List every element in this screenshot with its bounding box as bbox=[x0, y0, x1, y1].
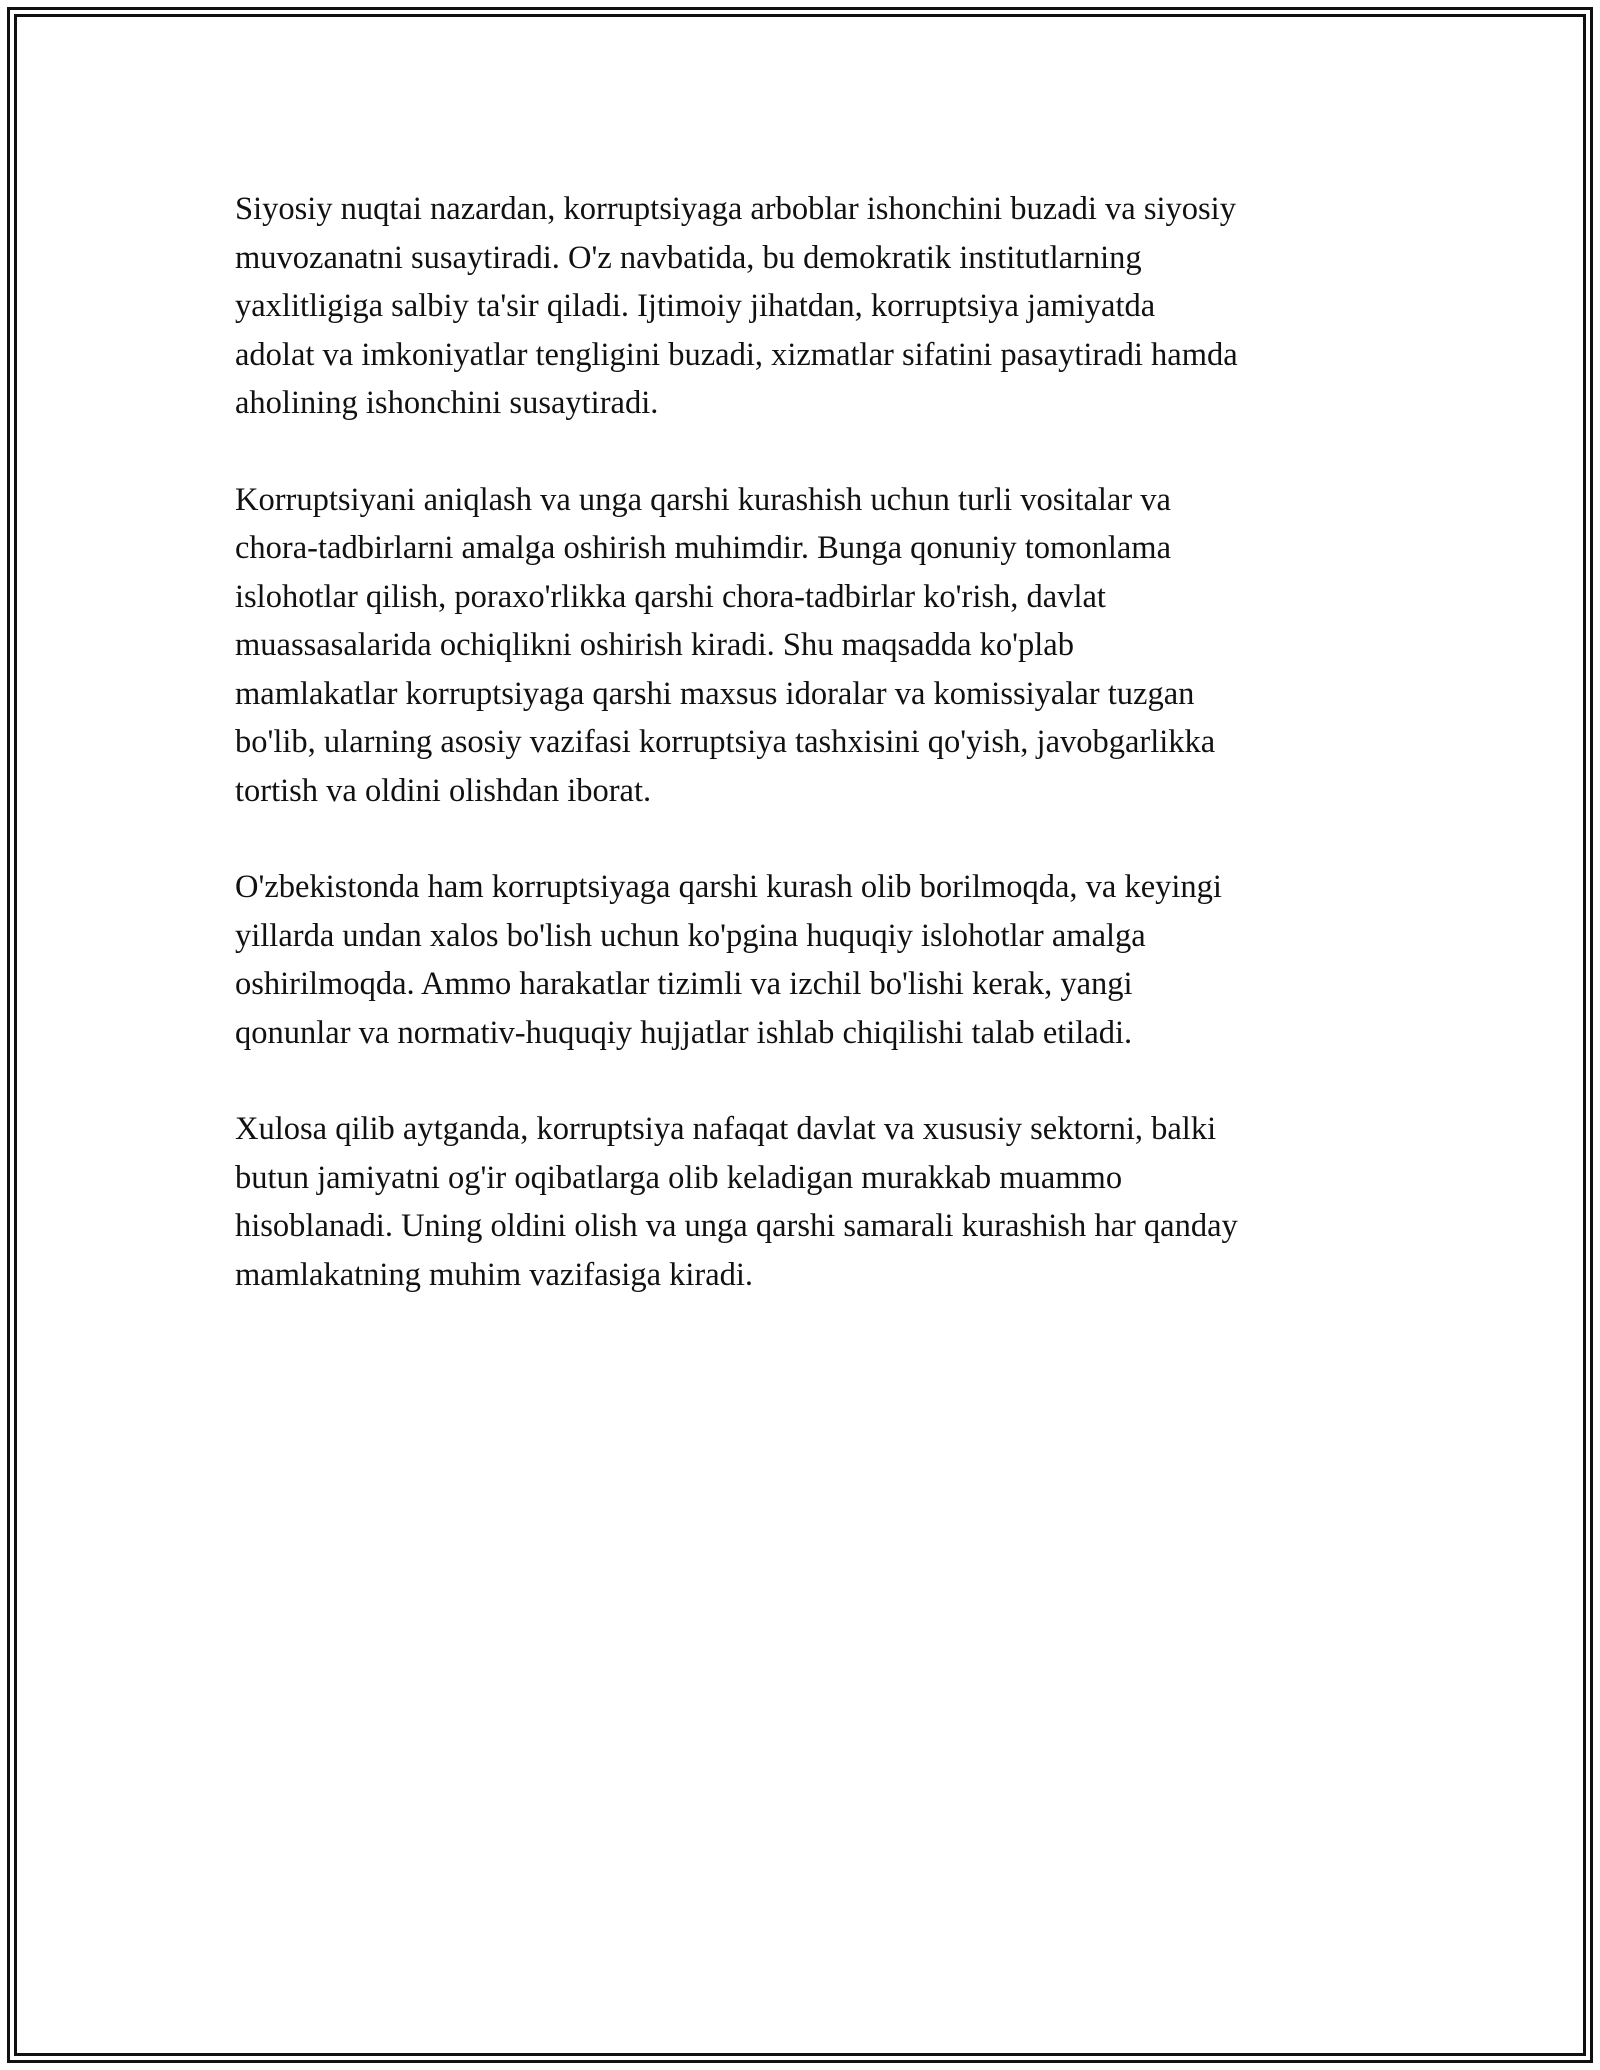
paragraph-political-impact: Siyosiy nuqtai nazardan, korruptsiyaga arboblar ishonchini buzadi va siyosiy muvozanatni susaytiradi. O'z navbatida, bu demokratik institutlarning yaxlitligiga salbiy ta'sir qiladi. Ijtimoiy jihatdan, korruptsiya jamiyatda adolat va imkoniyatlar tengligini buzadi, xizmatlar sifatini pasaytiradi hamda aholining ishonchini susaytiradi. bbox=[235, 191, 1238, 421]
paragraph-conclusion: Xulosa qilib aytganda, korruptsiya nafaqat davlat va xususiy sektorni, balki butun jamiyatni og'ir oqibatlarga olib keladigan murakkab muammo hisoblanadi. Uning oldini olish va unga qarshi samarali kurashish har qanday mamlakatning muhim vazifasiga kiradi. bbox=[235, 1111, 1238, 1293]
paragraph-uzbekistan: O'zbekistonda ham korruptsiyaga qarshi kurash olib borilmoqda, va keyingi yillarda undan xalos bo'lish uchun ko'pgina huquqiy islohotlar amalga oshirilmoqda. Ammo harakatlar tizimli va izchil bo'lishi kerak, yangi qonunlar va normativ-huquqiy hujjatlar ishlab chiqilishi talab etiladi. bbox=[235, 869, 1222, 1051]
paragraph-countermeasures: Korruptsiyani aniqlash va unga qarshi kurashish uchun turli vositalar va chora-tadbirlarni amalga oshirish muhimdir. Bunga qonuniy tomonlama islohotlar qilish, poraxo'rlikka qarshi chora-tadbirlar ko'rish, davlat muassasalarida ochiqlikni oshirish kiradi. Shu maqsadda ko'plab mamlakatlar korruptsiyaga qarshi maxsus idoralar va komissiyalar tuzgan bo'lib, ularning asosiy vazifasi korruptsiya tashxisini qo'yish, javobgarlikka tortish va oldini olishdan iborat. bbox=[235, 481, 1216, 809]
document-body bbox=[235, 185, 1375, 1347]
